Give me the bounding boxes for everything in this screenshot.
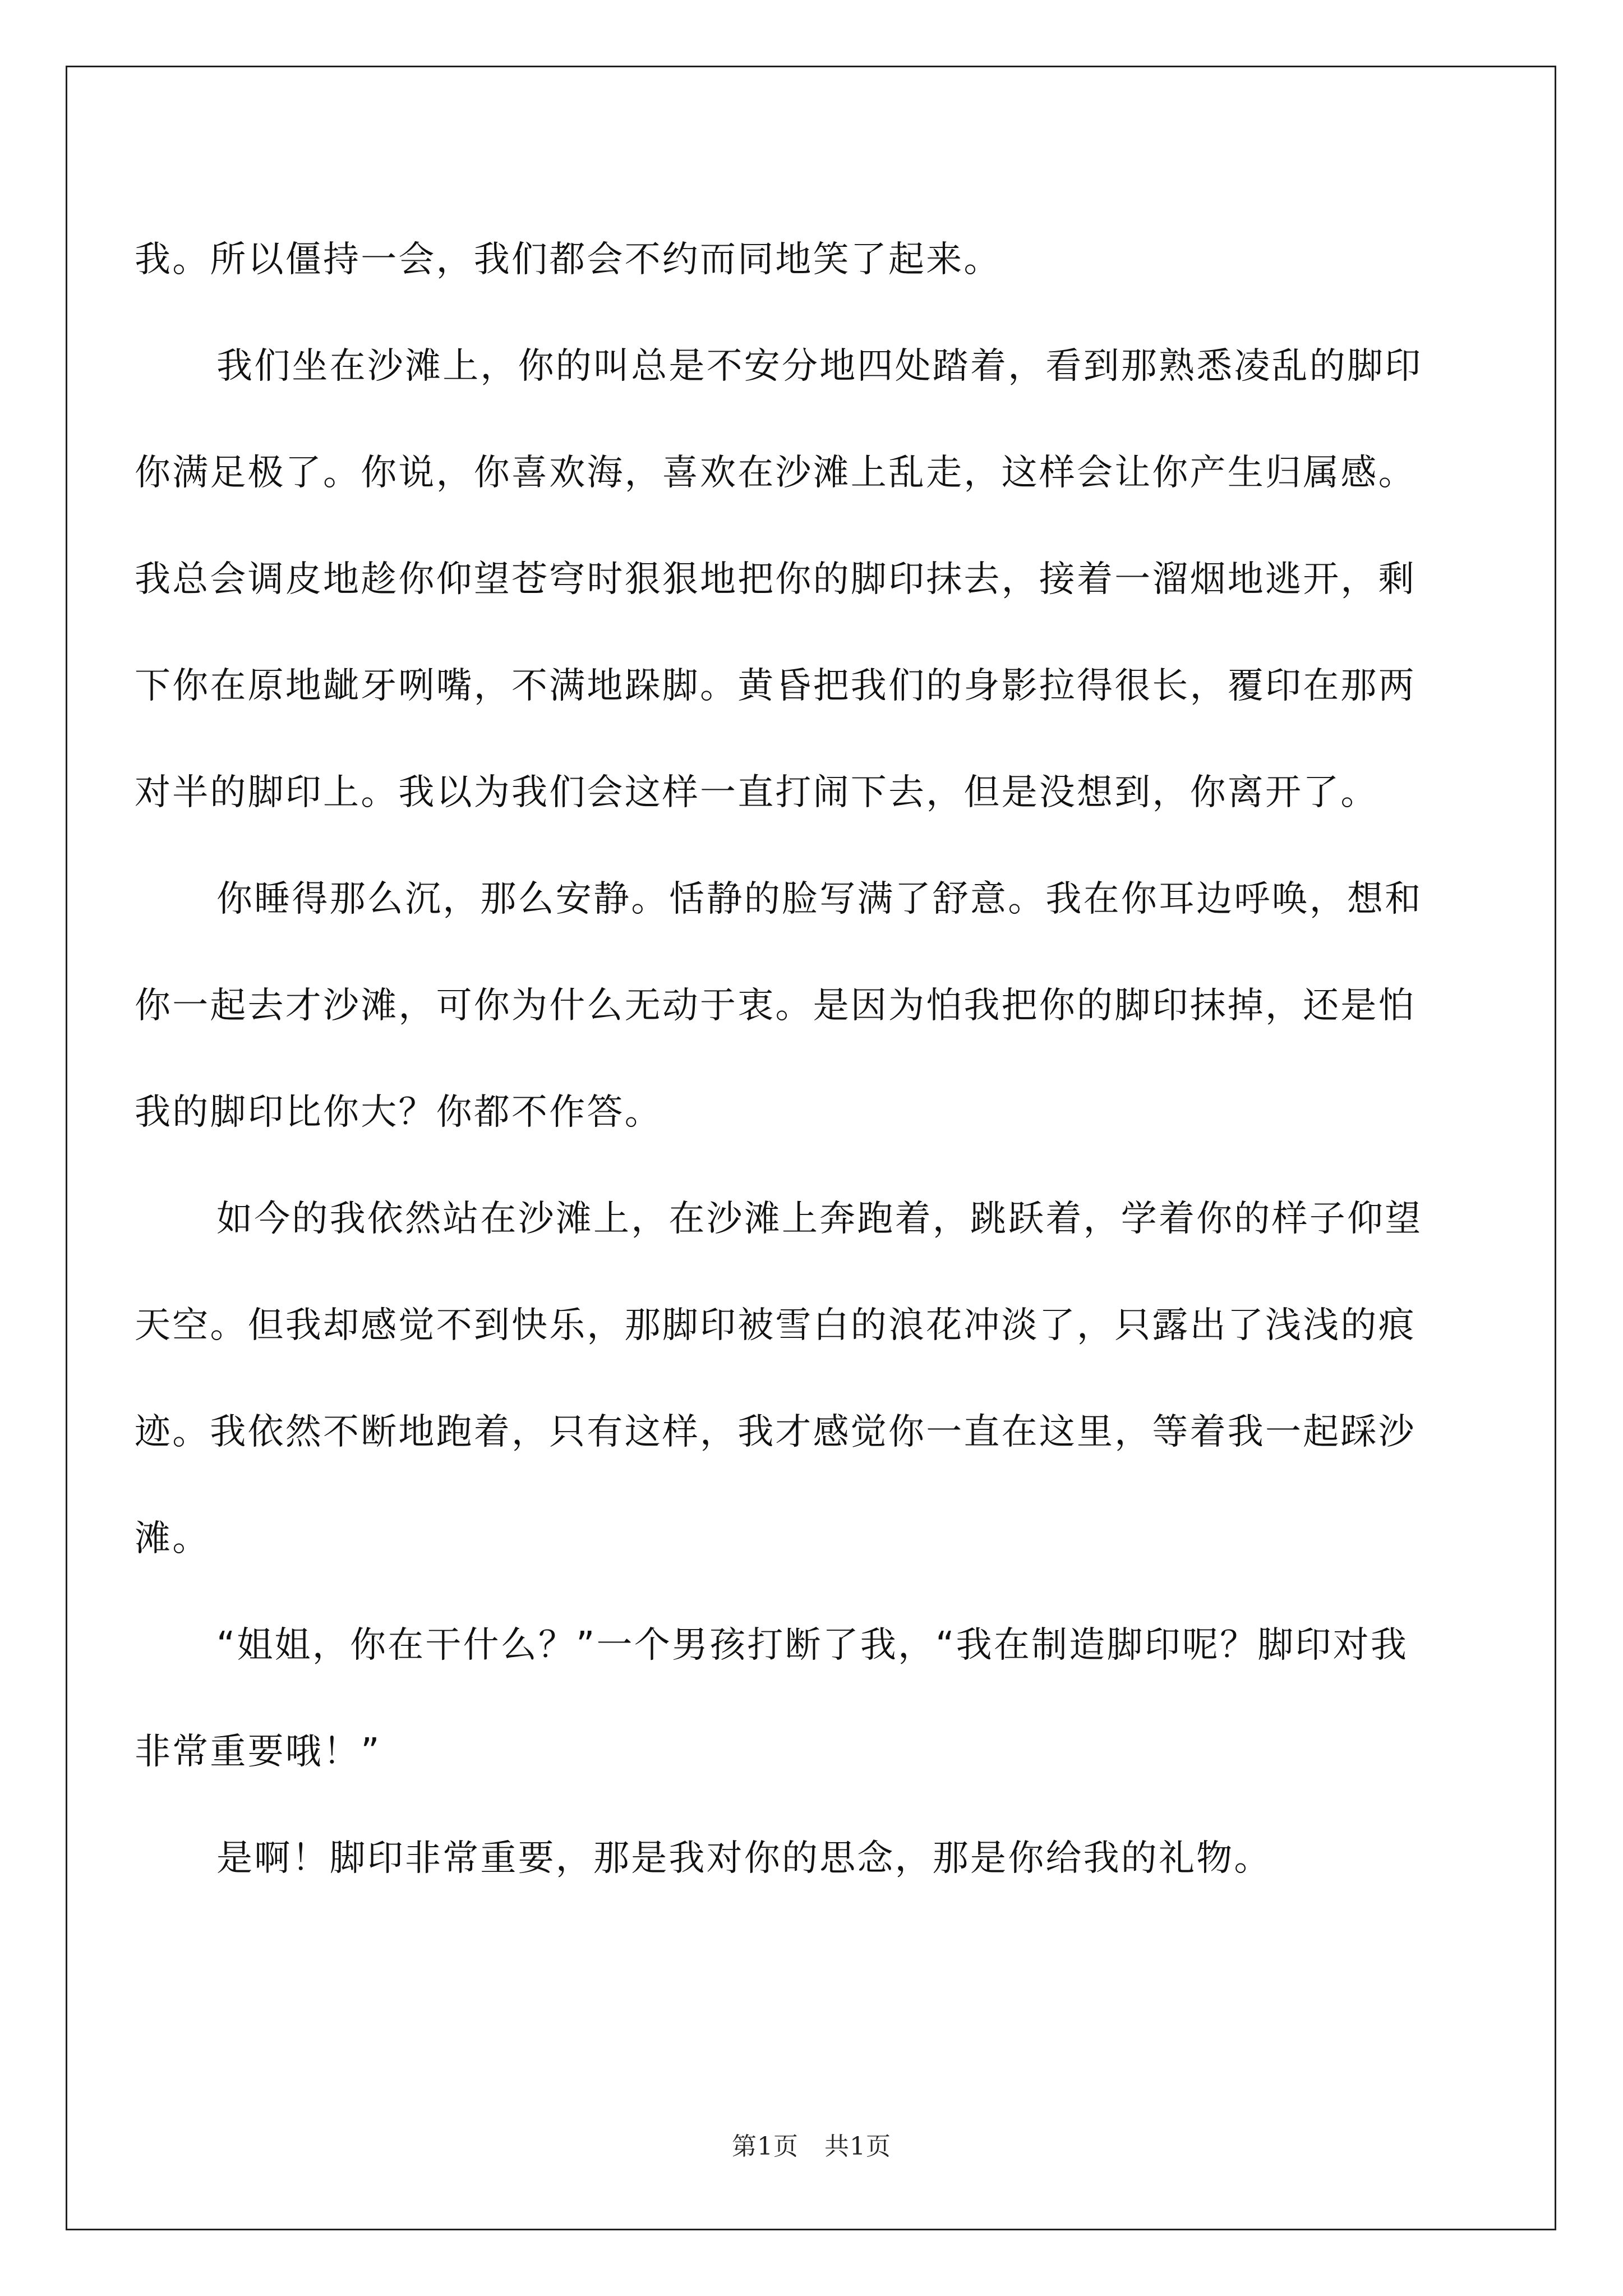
page-number-current: 第1页 — [732, 2132, 799, 2161]
paragraph-5: “姐姐，你在干什么？”一个男孩打断了我，“我在制造脚印呢？脚印对我非常重要哦！” — [135, 1625, 1409, 1773]
paragraph-1: 我。所以僵持一会，我们都会不约而同地笑了起来。 — [135, 239, 1002, 280]
page-footer — [0, 2126, 1623, 2162]
document-body — [135, 206, 1430, 1912]
paragraph-4: 如今的我依然站在沙滩上，在沙滩上奔跑着，跳跃着，学着你的样子仰望天空。但我却感觉不到快乐，那脚印被雪白的浪花冲淡了，只露出了浅浅的痕迹。我依然不断地跑着，只有这样，我才感觉你一直在这里，等着我一起踩沙滩。 — [135, 1198, 1423, 1559]
page-number-total: 共1页 — [824, 2132, 891, 2161]
paragraph-3: 你睡得那么沉，那么安静。恬静的脸写满了舒意。我在你耳边呼唤，想和你一起去才沙滩，可你为什么无动于衷。是因为怕我把你的脚印抹掉，还是怕我的脚印比你大？你都不作答。 — [135, 878, 1423, 1133]
paragraph-6: 是啊！脚印非常重要，那是我对你的思念，那是你给我的礼物。 — [216, 1838, 1272, 1879]
paragraph-2: 我们坐在沙滩上，你的叫总是不安分地四处踏着，看到那熟悉凌乱的脚印你满足极了。你说，你喜欢海，喜欢在沙滩上乱走，这样会让你产生归属感。我总会调皮地趁你仰望苍穹时狠狠地把你的脚印抹去，接着一溜烟地逃开，剩下你在原地龇牙咧嘴，不满地跺脚。黄昏把我们的身影拉得很长，覆印在那两对半的脚印上。我以为我们会这样一直打闹下去，但是没想到，你离开了。 — [135, 346, 1423, 813]
